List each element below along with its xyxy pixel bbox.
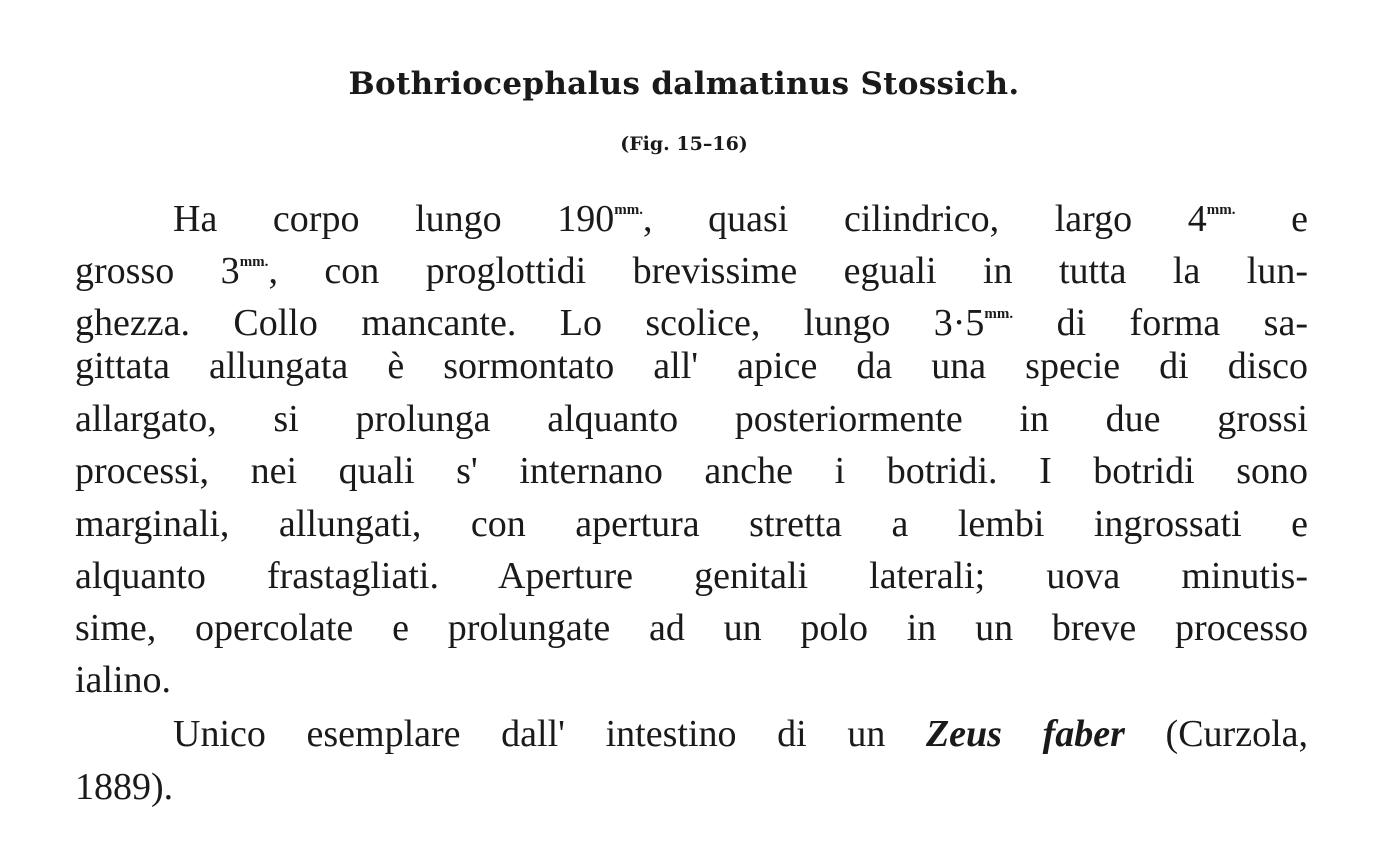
text-segment: 1889). bbox=[75, 766, 174, 808]
unit-superscript: mm. bbox=[984, 306, 1014, 322]
text-segment: ialino. bbox=[75, 659, 172, 701]
text-line bbox=[75, 240, 1308, 293]
text-segment: di forma sa- bbox=[1013, 302, 1308, 344]
text-segment: allargato, si prolunga alquanto posteriormente in due grossi bbox=[75, 398, 1308, 440]
text-line bbox=[75, 765, 1308, 809]
species-name-italic: Zeus faber bbox=[925, 713, 1125, 755]
text-segment: , quasi cilindrico, largo 4 bbox=[643, 198, 1207, 240]
text-line bbox=[173, 188, 1308, 241]
text-line bbox=[75, 449, 1308, 493]
unit-superscript: mm. bbox=[239, 254, 269, 270]
text-segment: alquanto frastagliati. Aperture genitali laterali; uova minutis- bbox=[75, 555, 1308, 597]
text-segment: Ha corpo lungo 190 bbox=[173, 198, 615, 240]
figure-reference: (Fig. 15–16) bbox=[620, 133, 748, 155]
text-segment: grosso 3 bbox=[75, 250, 240, 292]
text-segment: e bbox=[1235, 198, 1308, 240]
text-line bbox=[75, 502, 1308, 546]
unit-superscript: mm. bbox=[614, 202, 644, 218]
text-segment: gittata allungata è sormontato all' apice da una specie di disco bbox=[75, 345, 1308, 387]
text-line bbox=[75, 554, 1308, 598]
unit-superscript: mm. bbox=[1206, 202, 1236, 218]
text-segment: sime, opercolate e prolungate ad un polo in un breve processo bbox=[75, 607, 1308, 649]
text-line bbox=[75, 397, 1308, 441]
text-line bbox=[75, 344, 1308, 388]
text-line bbox=[75, 606, 1308, 650]
text-line bbox=[75, 292, 1308, 345]
text-segment: (Curzola, bbox=[1124, 713, 1308, 755]
text-segment: ghezza. Collo mancante. Lo scolice, lungo 3·5 bbox=[75, 302, 985, 344]
text-line bbox=[173, 712, 1308, 756]
text-segment: Unico esemplare dall' intestino di un bbox=[173, 713, 926, 755]
species-heading: Bothriocephalus dalmatinus Stossich. bbox=[348, 66, 1020, 102]
text-segment: , con proglottidi brevissime eguali in tutta la lun- bbox=[268, 250, 1309, 292]
text-segment: processi, nei quali s' internano anche i botridi. I botridi sono bbox=[75, 450, 1308, 492]
text-segment: marginali, allungati, con apertura stretta a lembi ingrossati e bbox=[75, 503, 1308, 545]
text-line bbox=[75, 658, 1308, 702]
